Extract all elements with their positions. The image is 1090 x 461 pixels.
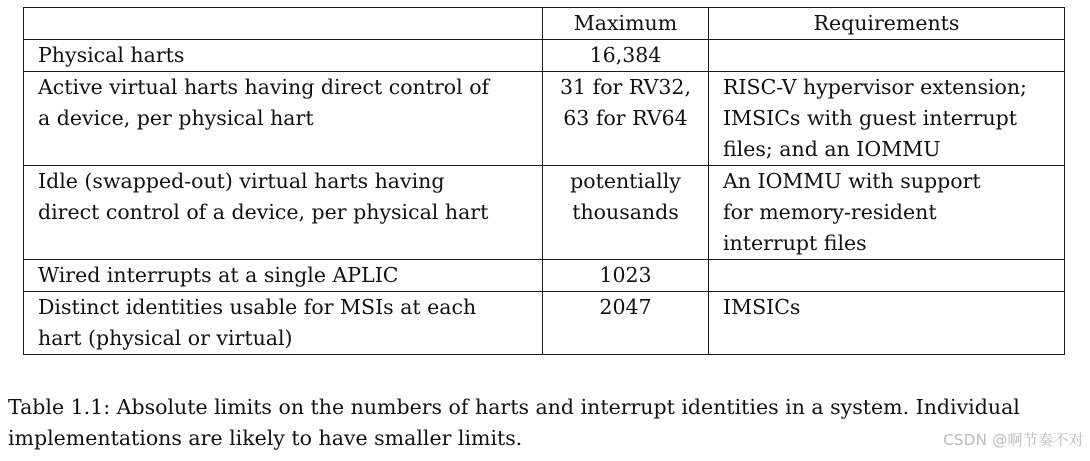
row-description-cell: [24, 260, 543, 292]
row-maximum-cell: [543, 72, 709, 166]
row-description-cell: [24, 292, 543, 355]
table-row: [24, 260, 1065, 292]
row-requirements-cell: [709, 260, 1065, 292]
table-caption: Table 1.1: Absolute limits on the numbers of harts and interrupt identities in a system. Individual implementations are likely to have smaller limits.: [8, 395, 1020, 450]
row-description-cell: [24, 166, 543, 260]
row-description: Active virtual harts having direct control of a device, per physical hart: [38, 75, 490, 130]
row-requirements: RISC-V hypervisor extension; IMSICs with guest interrupt files; and an IOMMU: [723, 75, 1027, 161]
row-maximum-cell: [543, 260, 709, 292]
header-row: [24, 8, 1065, 40]
row-description: Physical harts: [38, 43, 185, 67]
watermark: CSDN @啊节奏不对: [943, 431, 1084, 449]
row-requirements-cell: [709, 40, 1065, 72]
row-description-cell: [24, 40, 543, 72]
header-maximum: Maximum: [543, 8, 709, 40]
row-maximum-cell: [543, 40, 709, 72]
row-maximum: 16,384: [589, 43, 662, 67]
row-maximum: potentially thousands: [570, 169, 681, 224]
row-description-cell: [24, 72, 543, 166]
row-requirements-cell: [709, 292, 1065, 355]
row-requirements: An IOMMU with support for memory-resident interrupt files: [723, 169, 981, 255]
header-requirements: Requirements: [709, 8, 1065, 40]
table-row: [24, 292, 1065, 355]
row-description: Distinct identities usable for MSIs at each hart (physical or virtual): [38, 295, 477, 350]
row-description: Wired interrupts at a single APLIC: [38, 263, 399, 287]
row-maximum: 31 for RV32, 63 for RV64: [560, 75, 691, 130]
row-maximum: 2047: [599, 295, 652, 319]
limits-table: [23, 7, 1065, 355]
row-requirements-cell: [709, 166, 1065, 260]
table-row: [24, 166, 1065, 260]
header-description: [24, 8, 543, 40]
row-description: Idle (swapped-out) virtual harts having direct control of a device, per physical hart: [38, 169, 489, 224]
table-row: [24, 40, 1065, 72]
row-maximum: 1023: [599, 263, 652, 287]
row-requirements-cell: [709, 72, 1065, 166]
row-requirements: IMSICs: [723, 295, 801, 319]
table-row: [24, 72, 1065, 166]
row-maximum-cell: [543, 166, 709, 260]
row-maximum-cell: [543, 292, 709, 355]
